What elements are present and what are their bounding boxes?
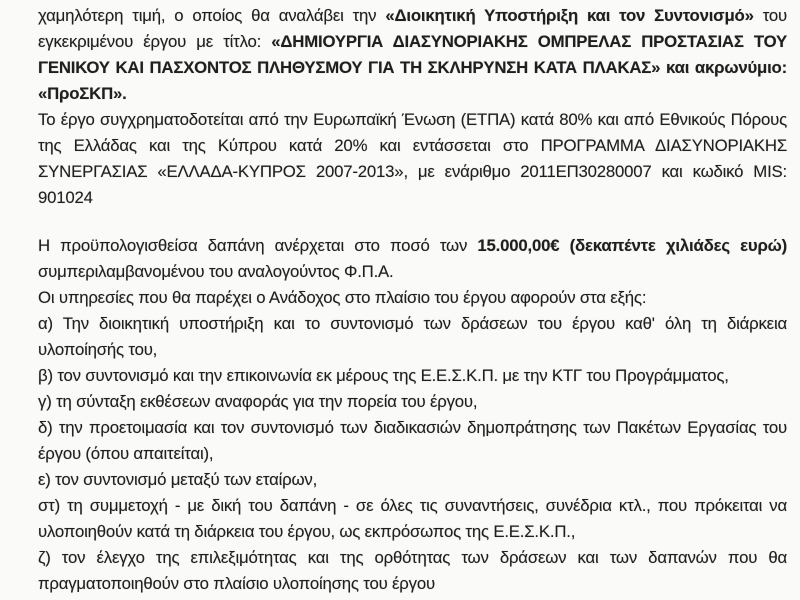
paragraph-services-intro bbox=[38, 285, 787, 311]
item-label: α) bbox=[38, 314, 53, 333]
item-label: γ) bbox=[38, 392, 52, 411]
bold-run-admin-support-title: «Διοικητική Υποστήριξη και τον Συντονισμό» bbox=[385, 6, 754, 25]
service-item-beta bbox=[38, 363, 787, 389]
service-item-gamma bbox=[38, 389, 787, 415]
item-label: στ) bbox=[38, 496, 60, 515]
service-item-delta bbox=[38, 415, 787, 467]
service-item-epsilon bbox=[38, 467, 787, 493]
item-text: τον συντονισμό μεταξύ των εταίρων, bbox=[55, 470, 318, 489]
text-run: του εγκεκριμένου έργου με τίτλο: bbox=[38, 6, 788, 51]
service-item-zeta bbox=[38, 545, 787, 597]
service-item-alpha bbox=[38, 311, 787, 363]
item-text: την προετοιμασία και τον συντονισμό των διαδικασιών δημοπράτησης των Πακέτων Εργασίας του έργου (όπου απαιτείται), bbox=[38, 418, 787, 463]
paragraph-spacer bbox=[38, 211, 787, 233]
item-text: τον συντονισμό και την επικοινωνία εκ μέρους της Ε.Ε.Σ.Κ.Π. με την ΚΤΓ του Προγράμματος, bbox=[57, 366, 729, 385]
paragraph-cofinancing bbox=[38, 107, 787, 211]
text-run: Οι υπηρεσίες που θα παρέχει ο Ανάδοχος στο πλαίσιο του έργου αφορούν στα εξής: bbox=[38, 288, 647, 307]
item-text: τον έλεγχο της επιλεξιμότητας και της ορθότητας των δράσεων και των δαπανών που θα πραγματοποιηθούν στο πλαίσιο υλοποίησης του έργου bbox=[38, 548, 787, 593]
item-label: δ) bbox=[38, 418, 53, 437]
item-label: ζ) bbox=[38, 548, 51, 567]
bold-run-budget-amount: 15.000,00€ (δεκαπέντε χιλιάδες ευρώ) bbox=[477, 236, 787, 255]
item-text: Την διοικητική υποστήριξη και το συντονισμό των δράσεων του έργου καθ' όλη τη διάρκεια υλοποίησής του, bbox=[38, 314, 787, 359]
service-item-stigma bbox=[38, 493, 787, 545]
paragraph-budget bbox=[38, 233, 787, 285]
text-run: Η προϋπολογισθείσα δαπάνη ανέρχεται στο ποσό των bbox=[38, 236, 478, 255]
paragraph-contract-award bbox=[38, 3, 787, 107]
item-label: β) bbox=[38, 366, 53, 385]
item-text: τη συμμετοχή - με δική του δαπάνη - σε όλες τις συναντήσεις, συνέδρια κτλ., που πρόκειται να υλοποιηθούν κατά τη διάρκεια του έργου, ως εκπρόσωπος της Ε.Ε.Σ.Κ.Π., bbox=[38, 496, 787, 541]
text-run: Το έργο συγχρηματοδοτείται από την Ευρωπαϊκή Ένωση (ΕΤΠΑ) κατά 80% και από Εθνικούς Πόρους της Ελλάδας και της Κύπρου κατά 20% και εντάσσεται στο ΠΡΟΓΡΑΜΜΑ ΔΙΑΣΥΝΟΡΙΑΚΗΣ ΣΥΝΕΡΓΑΣΙΑΣ «ΕΛΛΑΔΑ-ΚΥΠΡΟΣ 2007-2013», με ενάριθμο 2011ΕΠ30280007 και κωδικό MIS: 901024 bbox=[38, 110, 787, 207]
item-label: ε) bbox=[38, 470, 51, 489]
text-run: συμπεριλαμβανομένου του αναλογούντος Φ.Π.Α. bbox=[38, 262, 394, 281]
item-text: τη σύνταξη εκθέσεων αναφοράς για την πορεία του έργου, bbox=[56, 392, 478, 411]
text-run: χαμηλότερη τιμή, ο οποίος θα αναλάβει την bbox=[38, 6, 386, 25]
bold-run-project-title: «ΔΗΜΙΟΥΡΓΙΑ ΔΙΑΣΥΝΟΡΙΑΚΗΣ ΟΜΠΡΕΛΑΣ ΠΡΟΣΤΑΣΙΑΣ ΤΟΥ ΓΕΝΙΚΟΥ ΚΑΙ ΠΑΣΧΟΝΤΟΣ ΠΛΗΘΥΣΜΟΥ ΓΙΑ ΤΗ ΣΚΛΗΡΥΝΣΗ ΚΑΤΑ ΠΛΑΚΑΣ» και ακρωνύμιο: «ΠροΣΚΠ». bbox=[38, 32, 787, 103]
